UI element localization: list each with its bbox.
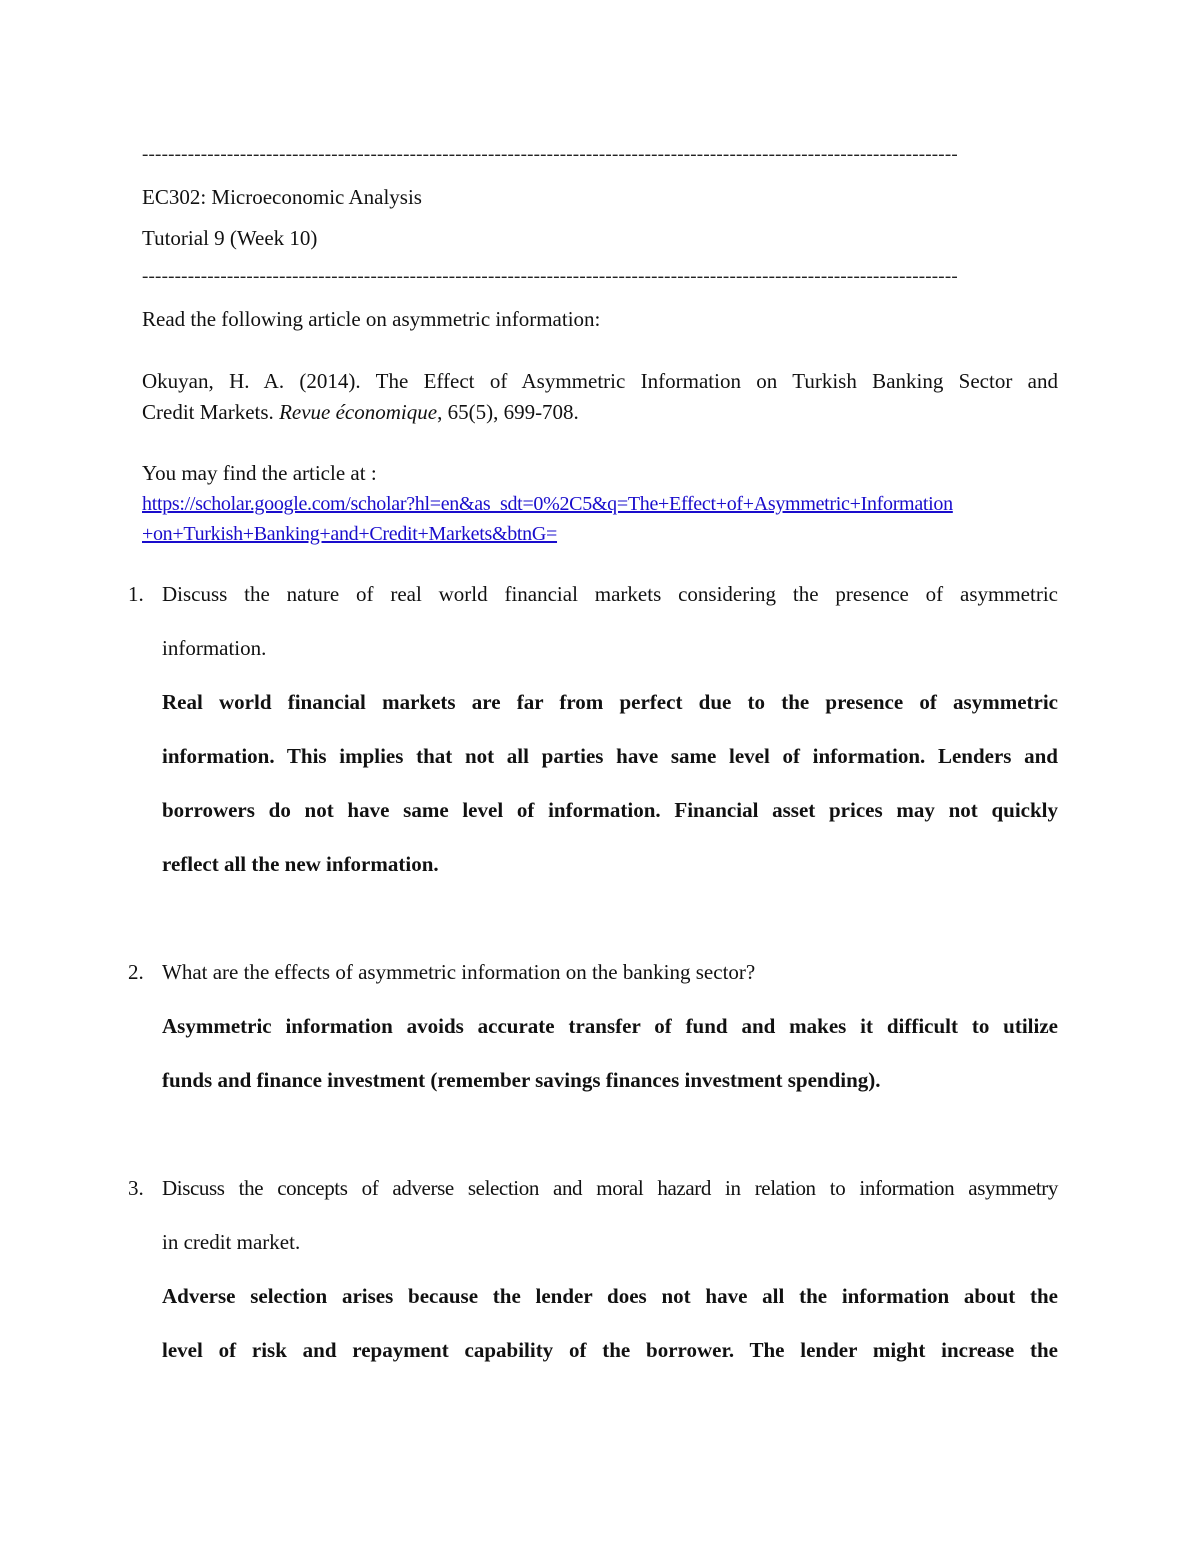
question-3-line-1: Discuss the concepts of adverse selection and moral hazard in relation to information asymmetry (162, 1176, 1058, 1200)
tutorial-title: Tutorial 9 (Week 10) (142, 226, 318, 250)
question-1-line-1: Discuss the nature of real world financial markets considering the presence of asymmetric (162, 582, 1058, 606)
citation-prefix: Credit Markets. (142, 400, 280, 424)
citation-journal: Revue économique (279, 400, 438, 424)
course-title: EC302: Microeconomic Analysis (142, 185, 422, 209)
answer-3-line-1: Adverse selection arises because the lender does not have all the information about the (162, 1284, 1058, 1308)
answer-1-line-4: reflect all the new information. (162, 852, 439, 876)
answer-2-line-1: Asymmetric information avoids accurate transfer of fund and makes it difficult to utilize (162, 1014, 1058, 1038)
intro-text: Read the following article on asymmetric information: (142, 307, 601, 331)
answer-1-line-3: borrowers do not have same level of information. Financial asset prices may not quickly (162, 798, 1058, 822)
answer-1-line-1: Real world financial markets are far from perfect due to the presence of asymmetric (162, 690, 1058, 714)
question-number: 3. (128, 1176, 144, 1200)
answer-2-line-2: funds and finance investment (remember savings finances investment spending). (162, 1068, 881, 1092)
answer-1-line-2: information. This implies that not all parties have same level of information. Lenders and (162, 744, 1058, 768)
citation-line-1: Okuyan, H. A. (2014). The Effect of Asymmetric Information on Turkish Banking Sector and (142, 369, 1058, 393)
answer-3-line-2: level of risk and repayment capability of the borrower. The lender might increase the (162, 1338, 1058, 1362)
question-number: 2. (128, 960, 144, 984)
citation-suffix: , 65(5), 699-708. (437, 400, 579, 424)
question-number: 1. (128, 582, 144, 606)
find-article-text: You may find the article at : (142, 461, 377, 485)
header-rule-bottom: ----------------------------------------------------------------------------------------------------------------------------- (142, 266, 958, 287)
question-2-line-1: What are the effects of asymmetric information on the banking sector? (162, 960, 756, 984)
article-link-line-2[interactable]: +on+Turkish+Banking+and+Credit+Markets&btnG= (142, 523, 558, 545)
article-link-line-1[interactable]: https://scholar.google.com/scholar?hl=en&as_sdt=0%2C5&q=The+Effect+of+Asymmetric+Information (142, 493, 953, 515)
question-1-line-2: information. (162, 636, 267, 660)
question-3-line-2: in credit market. (162, 1230, 301, 1254)
citation-line-2 (142, 399, 579, 425)
header-rule-top: ----------------------------------------------------------------------------------------------------------------------------- (142, 144, 958, 165)
